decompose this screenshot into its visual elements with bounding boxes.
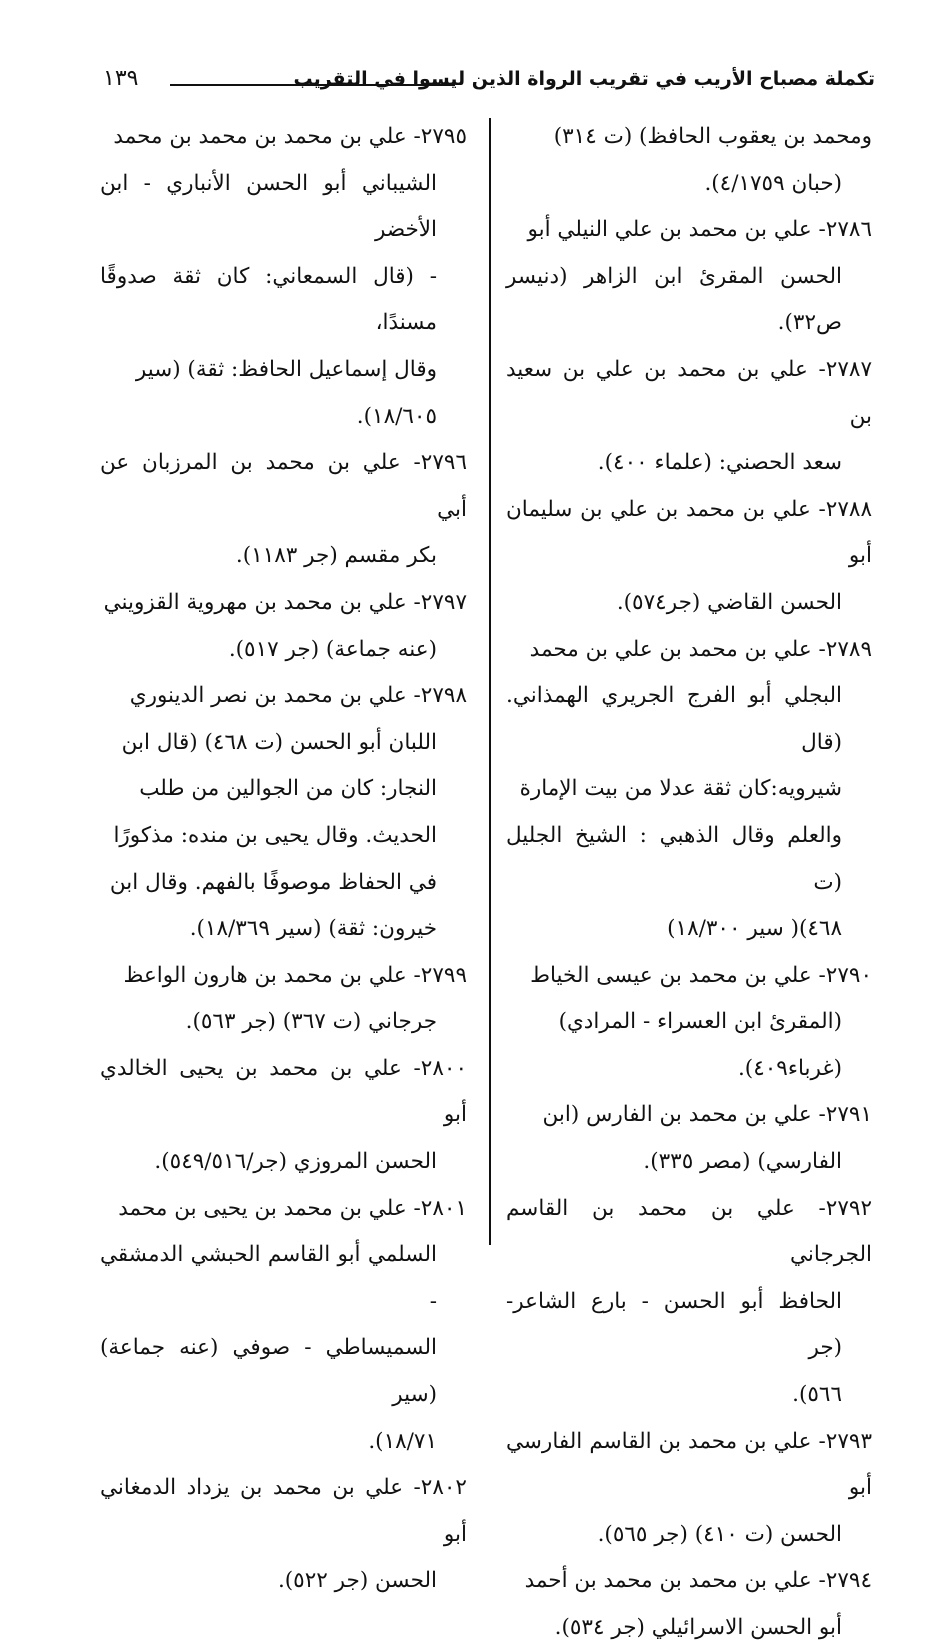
- entry-first-line: [528, 217, 872, 242]
- entry-number: ٢٧٩٢-: [818, 1195, 872, 1221]
- entry-heading: علي بن محمد بن هارون الواعظ: [123, 962, 407, 988]
- entry-heading: علي بن محمد بن علي النيلي أبو: [527, 217, 812, 243]
- entry-heading: علي بن محمد بن علي بن سعيد بن: [506, 356, 872, 429]
- left-column: [100, 114, 467, 1605]
- continuation-text: [506, 114, 872, 207]
- entry-number: ٢٧٨٧-: [818, 356, 872, 382]
- entry-first-line: [118, 1196, 467, 1221]
- entry-first-line: [506, 1429, 872, 1501]
- entry-line: ٥٦٦).: [792, 1382, 842, 1408]
- entry-number: ٢٧٩٦-: [413, 450, 467, 476]
- entry-number: ٢٧٨٩-: [818, 636, 872, 662]
- entry-number: ٢٧٩٨-: [413, 683, 467, 709]
- entry-line: (غرباء٤٠٩).: [737, 1055, 842, 1081]
- entry-line: الحديث. وقال يحيى بن منده: مذكورًا: [113, 822, 437, 848]
- entry-heading: علي بن محمد بن يحيى بن محمد: [118, 1195, 407, 1221]
- entry-first-line: [113, 124, 467, 149]
- entry-line: اللبان أبو الحسن (ت ٤٦٨) (قال ابن: [121, 729, 437, 755]
- entry-line: وقال إسماعيل الحافظ: ثقة) (سير: [135, 356, 437, 382]
- entry-heading: علي بن محمد بن الفارس (ابن: [542, 1102, 812, 1128]
- entry-line: الحافظ أبو الحسن - بارع الشاعر- (جر: [506, 1288, 842, 1361]
- entry-line: ١٨/٦٠٥).: [356, 403, 437, 429]
- continuation-line: (حبان ٤/١٧٥٩).: [704, 170, 842, 196]
- entry-number: ٢٧٩١-: [818, 1102, 872, 1128]
- entry-line: جرجاني (ت ٣٦٧) (جر ٥٦٣).: [185, 1009, 437, 1035]
- entry-heading: علي بن محمد بن مهروية القزويني: [103, 589, 407, 615]
- entry-line: السلمي أبو القاسم الحبشي الدمشقي -: [100, 1242, 437, 1314]
- entry-first-line: [530, 637, 872, 662]
- entry: [506, 347, 872, 487]
- entry-heading: علي بن محمد بن محمد بن أحمد: [524, 1568, 812, 1594]
- entry-line: في الحفاظ موصوفًا بالفهم. وقال ابن: [109, 869, 437, 895]
- column-divider: [489, 118, 491, 1245]
- entry-line: الحسن المروزي (جر/٥٤٩/٥١٦).: [154, 1149, 437, 1175]
- entry-number: ٢٧٨٦-: [818, 217, 872, 243]
- entry-first-line: [124, 963, 467, 988]
- page-header: [95, 62, 875, 106]
- entry: [506, 487, 872, 627]
- entry-line: شيرويه:كان ثقة عدلا من بيت الإمارة: [519, 776, 842, 802]
- entry-line: السميساطي - صوفي (عنه جماعة) (سير: [100, 1335, 437, 1408]
- entry-heading: علي بن محمد بن يحيى الخالدي أبو: [100, 1055, 467, 1128]
- entry-number: ٢٧٩٠-: [818, 962, 872, 988]
- entry: [506, 627, 872, 953]
- entry: [506, 1186, 872, 1419]
- entry-first-line: [104, 590, 467, 615]
- entry: [100, 1046, 467, 1186]
- entry-heading: علي بن محمد بن يزداد الدمغاني أبو: [100, 1475, 467, 1547]
- entry-first-line: [506, 1196, 872, 1268]
- page-number: ١٣٩: [103, 66, 139, 91]
- entry-heading: علي بن محمد بن علي بن محمد: [529, 636, 812, 662]
- entry-first-line: [543, 1102, 872, 1127]
- entry-number: ٢٧٩٣-: [818, 1428, 872, 1454]
- entry-line: خيرون: ثقة) (سير ١٨/٣٦٩).: [189, 916, 437, 942]
- entry: [100, 673, 467, 953]
- entry-first-line: [530, 963, 872, 988]
- entry-number: ٢٨٠١-: [413, 1195, 467, 1221]
- entry-number: ٢٧٩٧-: [413, 589, 467, 615]
- entry-number: ٢٧٩٩-: [413, 962, 467, 988]
- entry: [100, 953, 467, 1046]
- entry: [100, 580, 467, 673]
- header-rule: [170, 84, 455, 86]
- entry-line: البجلي أبو الفرج الجريري الهمذاني.(قال: [506, 683, 842, 755]
- entry-number: ٢٨٠٠-: [413, 1055, 467, 1081]
- entry-heading: علي بن محمد بن محمد بن محمد: [113, 124, 407, 149]
- entry-line: (المقرئ ابن العسراء - المرادي): [558, 1009, 842, 1035]
- entry-line: أبو الحسن الاسرائيلي (جر ٥٣٤).: [554, 1615, 842, 1640]
- entry: [100, 1465, 467, 1605]
- entry: [506, 1092, 872, 1185]
- entry-line: سعد الحصني: (علماء ٤٠٠).: [597, 450, 842, 476]
- entry: [506, 207, 872, 347]
- entry-first-line: [525, 1568, 872, 1593]
- entry-number: ٢٧٩٤-: [818, 1568, 872, 1594]
- entry-first-line: [506, 497, 872, 569]
- entry-number: ٢٨٠٢-: [413, 1475, 467, 1501]
- entry-line: ٤٦٨)( سير ١٨/٣٠٠): [667, 916, 842, 942]
- entry-line: الحسن القاضي (جر٥٧٤).: [616, 589, 842, 615]
- entry-first-line: [130, 683, 467, 708]
- entry-heading: علي بن محمد بن القاسم الفارسي أبو: [506, 1428, 872, 1501]
- entry-heading: علي بن محمد بن نصر الدينوري: [129, 683, 407, 709]
- entry-line: الحسن المقرئ ابن الزاهر (دنيسر ص٣٢).: [506, 263, 842, 336]
- entry-line: بكر مقسم (جر ١١٨٣).: [235, 543, 437, 569]
- entry-heading: علي بن محمد بن عيسى الخياط: [530, 962, 812, 988]
- entry: [506, 1419, 872, 1559]
- entry-heading: علي بن محمد بن علي بن سليمان أبو: [506, 496, 872, 569]
- entry-line: النجار: كان من الجوالين من طلب: [139, 776, 437, 802]
- entry-first-line: [100, 1475, 467, 1547]
- running-title: تكملة مصباح الأريب في تقريب الرواة الذين ليسوا في التقريب: [293, 68, 875, 90]
- entry-line: ١٨/٧١).: [368, 1428, 437, 1454]
- entry: [506, 953, 872, 1093]
- entry: [100, 440, 467, 580]
- entry: [506, 1558, 872, 1651]
- entry-number: ٢٧٨٨-: [818, 496, 872, 522]
- right-column: [506, 114, 872, 1652]
- entry-line: الحسن (جر ٥٢٢).: [277, 1568, 437, 1594]
- entry-line: - (قال السمعاني: كان ثقة صدوقًا مسندًا،: [100, 263, 437, 336]
- entry-line: الفارسي) (مصر ٣٣٥).: [643, 1149, 842, 1175]
- entry-first-line: [100, 450, 467, 522]
- entry-line: والعلم وقال الذهبي : الشيخ الجليل (ت: [506, 822, 842, 895]
- entry-number: ٢٧٩٥-: [413, 124, 467, 149]
- entry: [100, 114, 467, 440]
- entry-heading: علي بن محمد بن المرزبان عن أبي: [100, 450, 467, 522]
- continuation-line: ومحمد بن يعقوب الحافظ) (ت ٣١٤): [553, 124, 872, 149]
- entry-line: (عنه جماعة) (جر ٥١٧).: [228, 636, 437, 662]
- entry-line: الحسن (ت ٤١٠) (جر ٥٦٥).: [597, 1521, 842, 1547]
- entry-first-line: [100, 1056, 467, 1128]
- entry: [100, 1186, 467, 1466]
- entry-first-line: [506, 357, 872, 429]
- entry-line: الشيباني أبو الحسن الأنباري - ابن الأخضر: [100, 170, 437, 243]
- entry-heading: علي بن محمد بن القاسم الجرجاني: [506, 1195, 872, 1268]
